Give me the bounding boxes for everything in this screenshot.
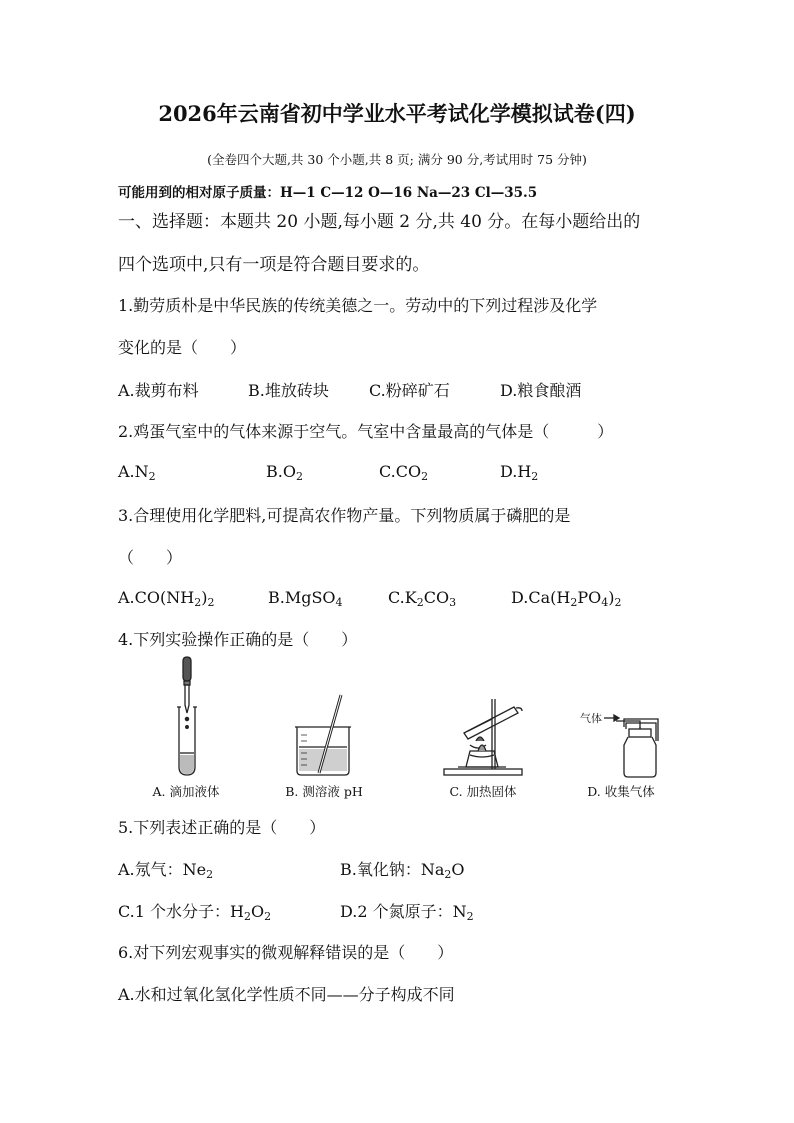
section-heading-line1: 一、选择题：本题共 20 小题,每小题 2 分,共 40 分。在每小题给出的 <box>118 212 641 232</box>
q6-option-a: A.水和过氧化氢化学性质不同——分子构成不同 <box>118 985 455 1004</box>
q6-stem: 6.对下列宏观事实的微观解释错误的是（ ） <box>118 943 454 962</box>
exam-subtitle: (全卷四个大题,共 30 个小题,共 8 页; 满分 90 分,考试用时 75 分钟) <box>207 152 587 167</box>
q5-option-c: C.1 个水分子：$H_2O_2$ <box>118 902 272 923</box>
figure-b <box>259 655 389 805</box>
section-heading-line2: 四个选项中,只有一项是符合题目要求的。 <box>118 255 430 275</box>
q5-option-b: B.氧化钠：$Na_2O$ <box>340 860 465 881</box>
q2-option-a: $A.N_2$ <box>118 462 156 483</box>
q1-option-b: B.堆放砖块 <box>248 381 329 400</box>
beaker-ph-rod-illustration <box>259 655 389 783</box>
q1-stem-line2: 变化的是（ ） <box>118 338 247 357</box>
q1-option-c: C.粉碎矿石 <box>369 381 450 400</box>
q5-stem: 5.下列表述正确的是（ ） <box>118 818 326 837</box>
q3-stem-line1: 3.合理使用化学肥料,可提高农作物产量。下列物质属于磷肥的是 <box>118 506 571 525</box>
figure-a-caption: A. 滴加液体 <box>152 784 220 799</box>
heating-solid-apparatus-illustration <box>418 655 548 783</box>
q1-option-a: A.裁剪布料 <box>118 381 199 400</box>
q2-stem: 2.鸡蛋气室中的气体来源于空气。气室中含量最高的气体是（ ） <box>118 422 614 441</box>
q3-option-b: B.MgSO$_4$ <box>268 588 343 609</box>
q3-stem-line2: （ ） <box>118 548 183 567</box>
figure-c-caption: C. 加热固体 <box>449 784 517 799</box>
q4-stem: 4.下列实验操作正确的是（ ） <box>118 630 358 649</box>
q2-option-d: $D.H_2$ <box>500 462 539 483</box>
figure-c <box>418 655 548 805</box>
figure-b-caption: B. 测溶液 pH <box>285 784 363 799</box>
q5-option-d: D.2 个氮原子：$N_2$ <box>340 902 474 923</box>
q2-option-b: $B.O_2$ <box>266 462 303 483</box>
q3-option-d: $D.Ca(H_2PO_4)_2$ <box>511 588 622 609</box>
atomic-masses: 可能用到的相对原子质量：H—1 C—12 O—16 Na—23 Cl—35.5 <box>118 185 538 201</box>
figure-d-caption: D. 收集气体 <box>587 784 655 799</box>
q2-option-c: $C.CO_2$ <box>379 462 429 483</box>
gas-label: 气体 <box>580 712 602 725</box>
figure-a <box>121 655 251 805</box>
q3-option-a: $A.CO(NH_2)_2$ <box>118 588 215 609</box>
q1-option-d: D.粮食酿酒 <box>500 381 582 400</box>
figure-d <box>556 655 686 805</box>
q5-option-a: A.氖气：$Ne_2$ <box>118 860 214 881</box>
q3-option-c: $C.K_2CO_3$ <box>388 588 457 609</box>
dropper-test-tube-illustration <box>121 655 251 783</box>
gas-collection-bottle-illustration <box>556 655 686 783</box>
exam-title: 2026年云南省初中学业水平考试化学模拟试卷(四) <box>158 101 636 126</box>
q1-stem-line1: 1.勤劳质朴是中华民族的传统美德之一。劳动中的下列过程涉及化学 <box>118 296 598 315</box>
